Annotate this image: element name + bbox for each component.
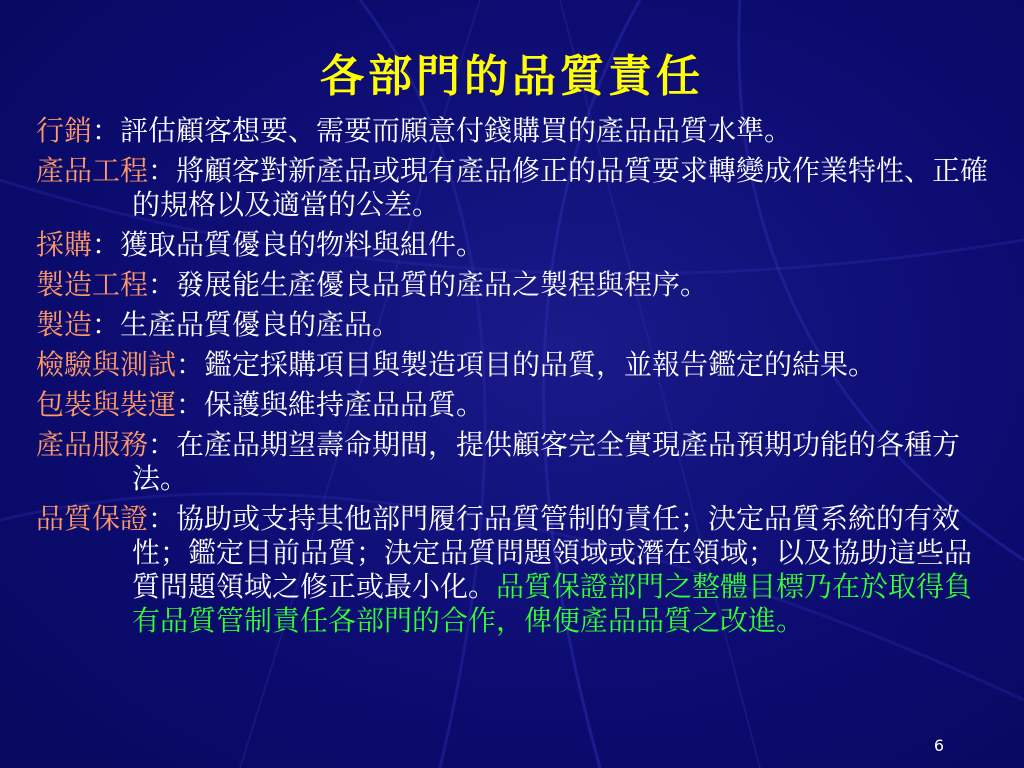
item-description: 鑑定採購項目與製造項目的品質，並報告鑑定的結果。 xyxy=(204,348,877,381)
item-separator: ： xyxy=(148,502,177,535)
item-description: 生產品質優良的產品。 xyxy=(120,308,401,341)
list-item xyxy=(36,502,996,638)
item-description: 保護與維持產品品質。 xyxy=(204,388,485,421)
responsibility-list xyxy=(36,114,996,644)
list-item xyxy=(36,154,996,222)
item-term: 產品工程 xyxy=(36,154,149,187)
item-highlight: 品質保證部門之整體目標乃在於取得負有品質管制責任各部門的合作，俾便產品品質之改進。 xyxy=(132,570,973,637)
list-item xyxy=(36,308,996,342)
item-description: 獲取品質優良的物料與組件。 xyxy=(120,228,485,261)
item-separator: ： xyxy=(176,388,205,421)
item-separator: ： xyxy=(92,228,121,261)
item-term: 品質保證 xyxy=(36,502,149,535)
list-item xyxy=(36,348,996,382)
page-number: 6 xyxy=(933,736,944,755)
list-item xyxy=(36,388,996,422)
slide-title: 各部門的品質責任 xyxy=(320,51,704,102)
item-description: 將顧客對新產品或現有產品修正的品質要求轉變成作業特性、正確的規格以及適當的公差。 xyxy=(132,154,989,221)
list-item xyxy=(36,268,996,302)
item-separator: ： xyxy=(148,268,177,301)
item-separator: ： xyxy=(92,114,121,147)
list-item xyxy=(36,228,996,262)
item-description: 評估顧客想要、需要而願意付錢購買的產品品質水準。 xyxy=(120,114,793,147)
item-term: 製造 xyxy=(36,308,93,341)
item-separator: ： xyxy=(176,348,205,381)
item-description: 發展能生產優良品質的產品之製程與程序。 xyxy=(176,268,709,301)
item-separator: ： xyxy=(92,308,121,341)
item-description: 在產品期望壽命期間，提供顧客完全實現產品預期功能的各種方法。 xyxy=(132,428,961,495)
list-item xyxy=(36,428,996,496)
item-term: 採購 xyxy=(36,228,93,261)
item-term: 製造工程 xyxy=(36,268,149,301)
item-term: 行銷 xyxy=(36,114,93,147)
list-item xyxy=(36,114,996,148)
item-term: 產品服務 xyxy=(36,428,149,461)
item-separator: ： xyxy=(148,428,177,461)
item-separator: ： xyxy=(148,154,177,187)
item-term: 檢驗與測試 xyxy=(36,348,177,381)
item-description: 協助或支持其他部門履行品質管制的責任；決定品質系統的有效性；鑑定目前品質；決定品質問題領域或潛在領域；以及協助這些品質問題領域之修正或最小化。 xyxy=(132,502,973,603)
item-term: 包裝與裝運 xyxy=(36,388,177,421)
